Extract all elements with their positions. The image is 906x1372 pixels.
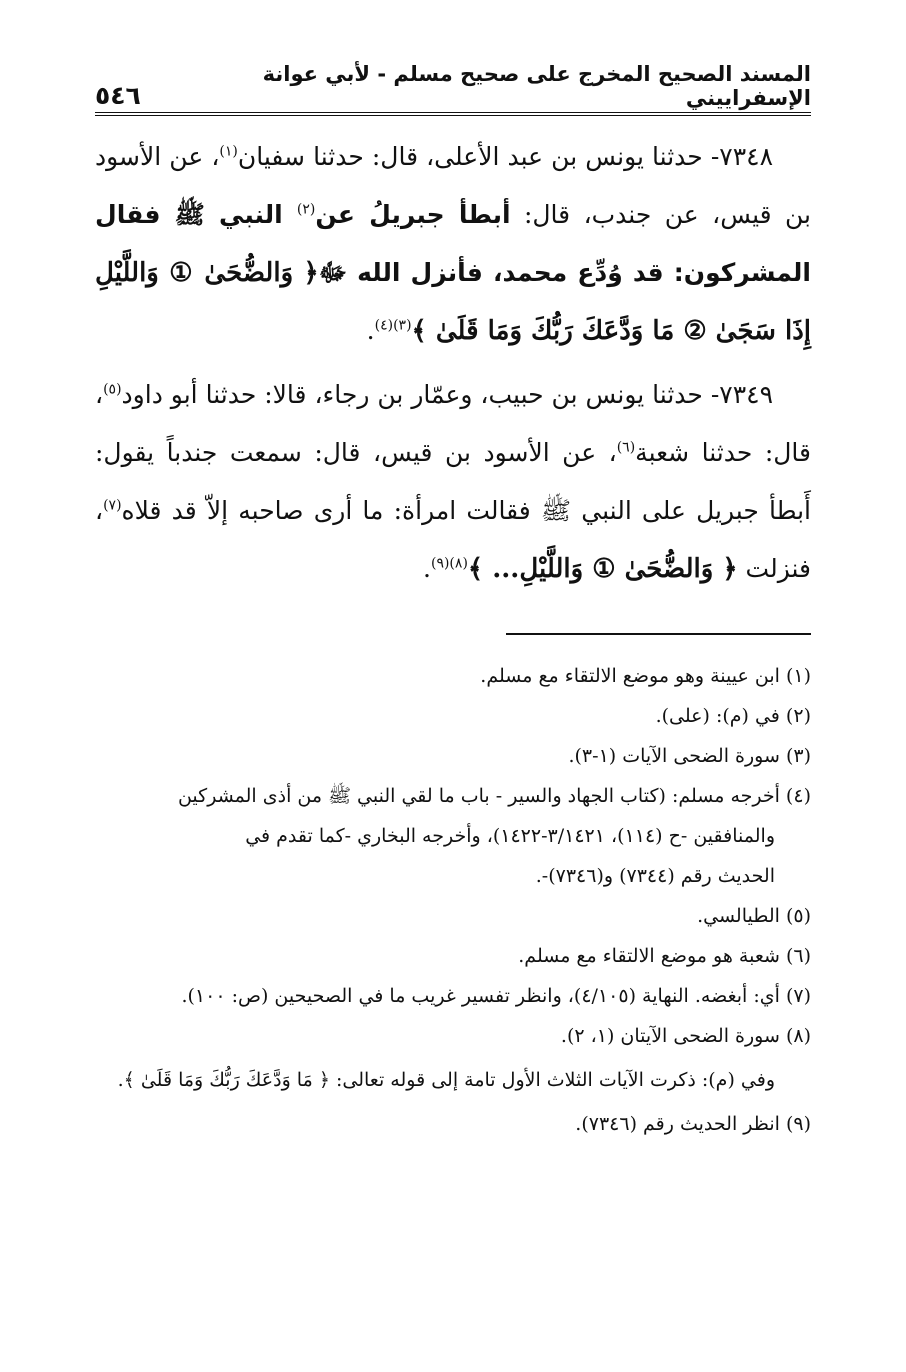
footnote-ref[interactable]: (٨)(٩) [430, 555, 468, 572]
matn-text: أبطأ جبريلُ عن [315, 200, 511, 229]
running-title: المسند الصحيح المخرج على صحيح مسلم - لأبي عوانة الإسفراييني [262, 62, 811, 110]
footnote-ref[interactable]: (٢) [296, 201, 316, 218]
page-number: ٥٤٦ [95, 81, 141, 110]
footnote-2: (٢) في (م): (على). [655, 705, 811, 727]
footnote-3: (٣) سورة الضحى الآيات (١-٣). [568, 745, 811, 767]
matn-text: النبي ﷺ فقال المشركون: قد وُدِّع محمد، فأنزل الله ﷻ [95, 200, 811, 287]
footnote-4-continued: الحديث رقم (٧٣٤٤) و(٧٣٤٦)-. [535, 865, 775, 887]
punctuation: . [423, 554, 431, 583]
hadith-text: ٧٣٤٨- حدثنا يونس بن عبد الأعلى، قال: حدثنا سفيان [237, 142, 774, 171]
hadith-7349 [95, 366, 811, 598]
footnote-divider [506, 633, 811, 635]
footnote-1: (١) ابن عيينة وهو موضع الالتقاء مع مسلم. [480, 665, 811, 687]
footnotes [95, 656, 811, 1144]
quran-verse: ﴿ وَالضُّحَىٰ ① وَاللَّيْلِ إِذَا سَجَىٰ ② مَا وَدَّعَكَ رَبُّكَ وَمَا قَلَىٰ ﴾ [95, 258, 811, 346]
footnote-4-continued: والمنافقين -ح (١١٤)، ٣/١٤٢١-١٤٢٢)، وأخرجه البخاري -كما تقدم في [245, 825, 775, 847]
footnote-ref[interactable]: (٧) [103, 497, 122, 514]
hadith-text: ، عن الأسود بن قيس، عن جندب، قال: [95, 142, 811, 229]
footnote-8-note: وفي (م): ذكرت الآيات الثلاث الأول تامة إلى قوله تعالى: ﴿ مَا وَدَّعَكَ رَبُّكَ وَمَا قَلَىٰ ﴾. [117, 1069, 775, 1091]
hadith-text: ، فنزلت [95, 496, 811, 583]
hadith-text: ، عن الأسود بن قيس، قال: سمعت جندباً يقول: أَبطأ جبريل على النبي ﷺ فقالت امرأة: ما أرى صاحبه إلاّ قد قلاه [95, 438, 811, 525]
footnote-6: (٦) شعبة هو موضع الالتقاء مع مسلم. [518, 945, 811, 967]
quran-verse: ﴿ وَالضُّحَىٰ ① وَاللَّيْلِ... ﴾ [467, 554, 738, 584]
footnote-ref[interactable]: (٣)(٤) [374, 317, 412, 334]
footnote-9: (٩) انظر الحديث رقم (٧٣٤٦). [575, 1113, 811, 1135]
hadith-7348 [95, 128, 811, 360]
footnote-ref[interactable]: (١) [219, 143, 238, 160]
page-header [95, 62, 811, 116]
footnote-7: (٧) أي: أبغضه. النهاية (٤/١٠٥)، وانظر تفسير غريب ما في الصحيحين (ص: ١٠٠). [181, 985, 811, 1007]
footnote-4: (٤) أخرجه مسلم: (كتاب الجهاد والسير - باب ما لقي النبي ﷺ من أذى المشركين [177, 785, 811, 807]
footnote-ref[interactable]: (٥) [103, 381, 122, 398]
hadith-text: ٧٣٤٩- حدثنا يونس بن حبيب، وعمّار بن رجاء، قالا: حدثنا أبو داود [121, 380, 773, 409]
footnote-ref[interactable]: (٦) [616, 439, 636, 456]
main-text [95, 128, 811, 598]
footnote-5: (٥) الطيالسي. [697, 905, 811, 927]
hadith-text: ، قال: حدثنا شعبة [95, 380, 811, 467]
footnote-8: (٨) سورة الضحى الآيتان (١، ٢). [560, 1025, 811, 1047]
punctuation: . [366, 316, 375, 345]
